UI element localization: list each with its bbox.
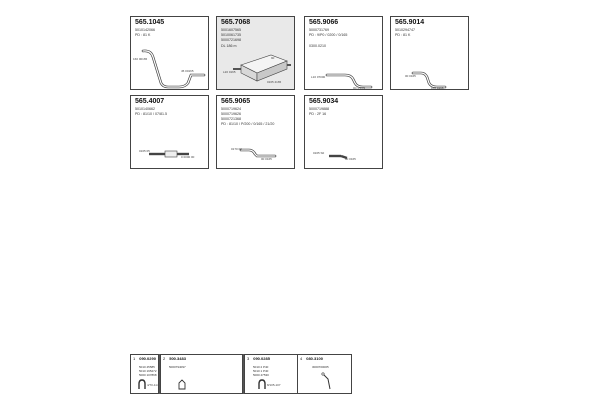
accessory-part-number: 090.0290 xyxy=(139,356,156,361)
part-ref-line: PD : 2F 16 xyxy=(309,112,327,116)
accessory-ref-line: 5000 47530 xyxy=(253,373,269,377)
part-card[interactable] xyxy=(216,16,295,90)
accessory-item[interactable] xyxy=(298,354,352,394)
dimension-label: 00 0165 xyxy=(405,74,416,78)
accessory-item[interactable] xyxy=(244,354,298,394)
part-ref-line: PD : 81 K xyxy=(395,33,411,37)
part-ref-line: 5000721698 xyxy=(221,38,241,42)
pipe-section-drawing xyxy=(131,96,209,169)
part-ref-line: 5001607565 xyxy=(221,28,241,32)
accessory-ref-line: 5010 1 P40 xyxy=(253,369,269,373)
dimension-label: 0165 S0 xyxy=(313,151,325,155)
accessory-number: 3 xyxy=(247,356,250,361)
dimension-label: 00 0165 xyxy=(345,157,356,161)
part-number: 565.9066 xyxy=(309,19,339,26)
dimension-label: 0 0000 00 xyxy=(181,155,195,159)
dimension-label: 8/105-107 xyxy=(267,383,281,387)
part-number: 565.4007 xyxy=(135,98,165,105)
part-card[interactable] xyxy=(216,95,295,169)
dimension-label: 90 xyxy=(271,56,275,60)
part-ref-line: PD : 9/P0 / 0200 / 0/165 xyxy=(309,33,348,37)
part-ref-line: 5010140662 xyxy=(135,107,155,111)
clamp-drawing xyxy=(131,355,159,394)
dimension-label: 160 00165 xyxy=(133,57,148,61)
dimension-label: 100 0165 xyxy=(431,86,444,90)
exhaust-pipe-drawing xyxy=(131,17,209,90)
part-ref-line: 5000721368 xyxy=(221,117,241,121)
part-card[interactable] xyxy=(304,95,383,169)
dimension-label: 0C 01/75 xyxy=(353,86,366,90)
part-ref-line: 0300.0210 xyxy=(309,44,326,48)
part-ref-line: PD : 81/10 / P/200 / 0/165 / 21/20 xyxy=(221,122,275,126)
dimension-label: 4/70-114 xyxy=(147,383,159,387)
dimension-label: 45 00165 xyxy=(181,69,194,73)
clamp-drawing xyxy=(245,355,298,394)
accessory-item[interactable] xyxy=(160,354,243,394)
part-card[interactable] xyxy=(304,16,383,90)
hanger-drawing xyxy=(298,355,352,394)
accessory-ref-line: 5000794097 xyxy=(169,365,186,369)
part-number: 565.7068 xyxy=(221,19,251,26)
pipe-section-drawing xyxy=(305,96,383,169)
accessory-part-number: 090.0285 xyxy=(253,356,270,361)
dimension-label: L20 0165 xyxy=(223,70,236,74)
part-number: 565.9014 xyxy=(395,19,425,26)
part-ref-line: 5000719888 xyxy=(309,107,329,111)
part-ref-line: 5010061735 xyxy=(221,33,241,37)
part-ref-line: 5010294747 xyxy=(395,28,415,32)
dimension-label: L10 07000 xyxy=(311,75,326,79)
accessory-item[interactable] xyxy=(130,354,159,394)
accessory-part-number: 080.3100 xyxy=(306,356,323,361)
tailpipe-drawing xyxy=(305,17,383,90)
accessory-ref-line: 5000 107868 xyxy=(139,373,157,377)
part-ref-line: 5000719624 xyxy=(221,107,241,111)
silencer-drawing xyxy=(217,17,295,90)
part-card[interactable] xyxy=(130,16,209,90)
part-ref-line: PD : 81 K xyxy=(135,33,151,37)
accessory-number: 4 xyxy=(300,356,303,361)
pipe-section-drawing xyxy=(217,96,295,169)
accessory-number: 2 xyxy=(163,356,166,361)
part-ref-line: DL 186 m xyxy=(221,44,237,48)
gasket-drawing xyxy=(161,355,243,394)
part-ref-line: 5000719626 xyxy=(221,112,241,116)
part-number: 565.1045 xyxy=(135,19,165,26)
accessory-ref-line: 5010 45585 xyxy=(139,365,155,369)
part-number: 565.9065 xyxy=(221,98,251,105)
part-card[interactable] xyxy=(390,16,469,90)
dimension-label: 0165 4165 xyxy=(267,80,282,84)
part-number: 565.9034 xyxy=(309,98,339,105)
part-ref-line: PD : 81/10 / 07/81.5 xyxy=(135,112,167,116)
dimension-label: 0165 05 xyxy=(139,149,150,153)
part-ref-line: 5010142066 xyxy=(135,28,155,32)
accessory-part-number: 500.3483 xyxy=(169,356,186,361)
dimension-label: 00 0165 xyxy=(261,157,272,161)
tailpipe-drawing xyxy=(391,17,469,90)
part-card[interactable] xyxy=(130,95,209,169)
accessory-ref-line: 5010 195272 xyxy=(139,369,157,373)
dimension-label: 0170 00 xyxy=(231,147,242,151)
accessory-number: 1 xyxy=(133,356,136,361)
accessory-ref-line: 5010 2 P40 xyxy=(253,365,269,369)
accessory-ref-line: 3000700005 xyxy=(312,365,329,369)
part-ref-line: 5000731769 xyxy=(309,28,329,32)
